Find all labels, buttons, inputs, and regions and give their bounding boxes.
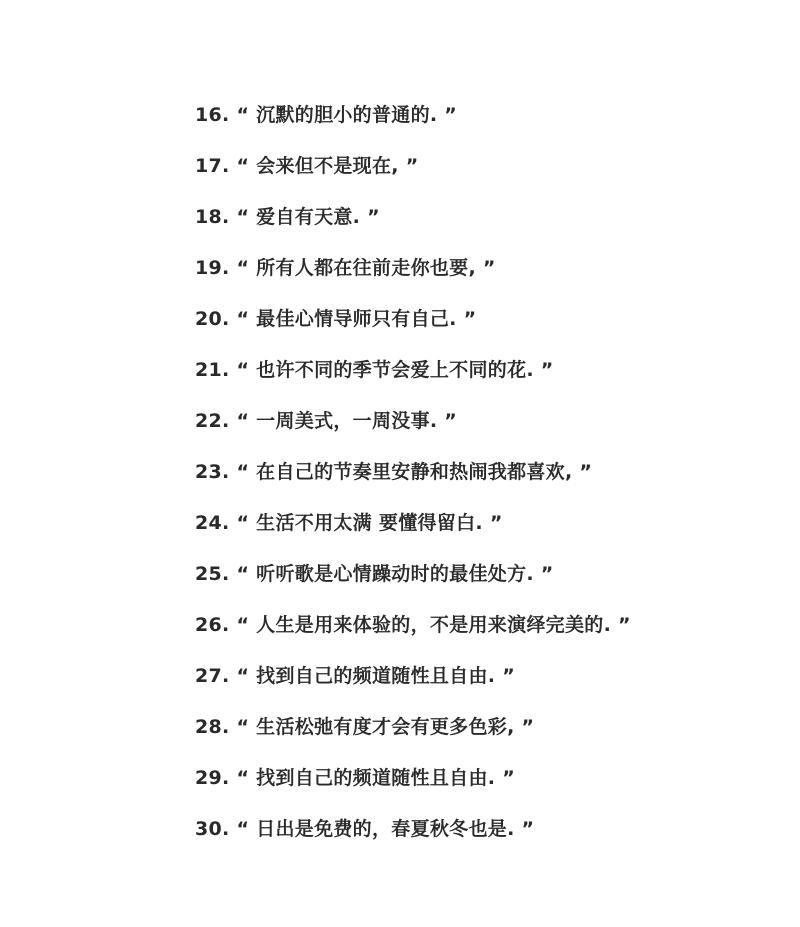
quote-item-22: 22. “ 一周美式，一周没事. ” xyxy=(195,410,458,432)
quote-item-21: 21. “ 也许不同的季节会爱上不同的花. ” xyxy=(195,359,554,381)
quote-item-30: 30. “ 日出是免费的，春夏秋冬也是. ” xyxy=(195,818,535,840)
quote-item-18: 18. “ 爱自有天意. ” xyxy=(195,206,380,228)
quote-item-26: 26. “ 人生是用来体验的，不是用来演绎完美的. ” xyxy=(195,614,631,636)
quote-item-29: 29. “ 找到自己的频道随性且自由. ” xyxy=(195,767,515,789)
quote-item-16: 16. “ 沉默的胆小的普通的. ” xyxy=(195,104,458,126)
quote-item-19: 19. “ 所有人都在往前走你也要, ” xyxy=(195,257,496,279)
quote-item-20: 20. “ 最佳心情导师只有自己. ” xyxy=(195,308,477,330)
quote-item-24: 24. “ 生活不用太满 要懂得留白. ” xyxy=(195,512,503,534)
quote-item-17: 17. “ 会来但不是现在, ” xyxy=(195,155,419,177)
quote-list xyxy=(195,96,631,861)
quote-item-28: 28. “ 生活松弛有度才会有更多色彩, ” xyxy=(195,716,535,738)
quote-item-27: 27. “ 找到自己的频道随性且自由. ” xyxy=(195,665,515,687)
quote-item-23: 23. “ 在自己的节奏里安静和热闹我都喜欢, ” xyxy=(195,461,593,483)
quote-item-25: 25. “ 听听歌是心情躁动时的最佳处方. ” xyxy=(195,563,554,585)
